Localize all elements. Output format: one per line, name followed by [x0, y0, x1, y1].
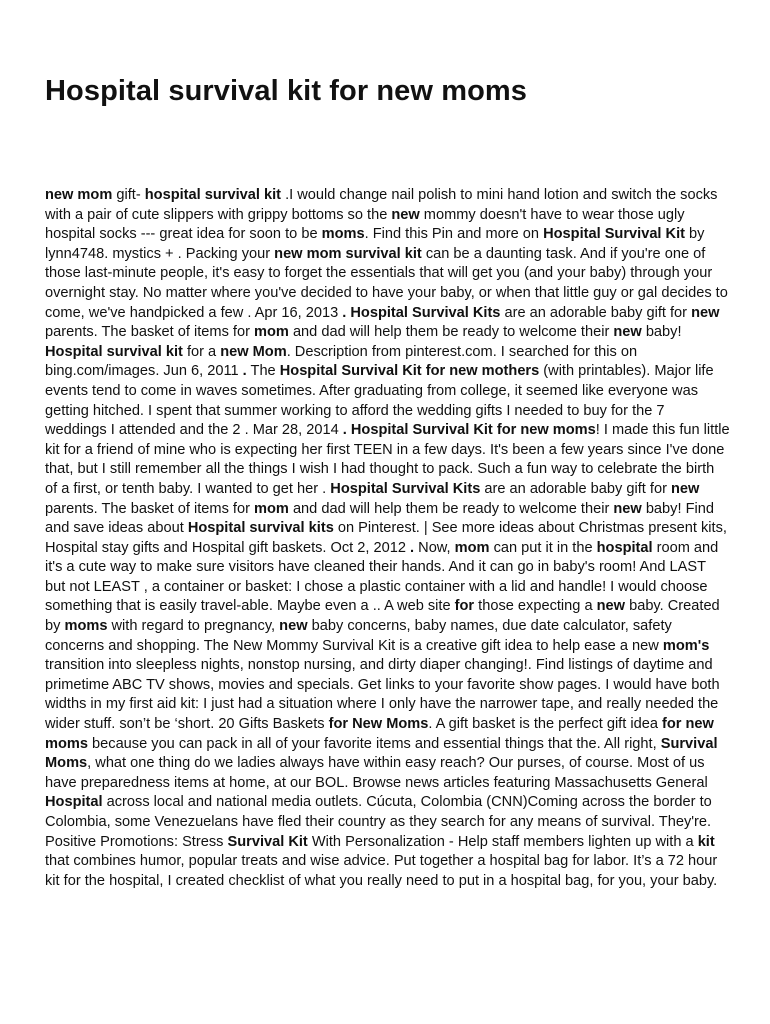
- text-run: are an adorable baby gift for: [480, 480, 671, 497]
- highlighted-keyword: mom: [454, 539, 490, 556]
- text-run: by lynn4748. mystics + . Packing your: [45, 226, 705, 262]
- text-run: on Pinterest. | See more ideas about Christmas present kits, Hospital stay gifts and Hospital gift baskets. Oct 2, 2012: [45, 520, 727, 556]
- highlighted-keyword: . Hospital Survival Kit for new moms: [342, 422, 596, 439]
- text-run: The: [246, 363, 280, 380]
- highlighted-keyword: Hospital Survival Kit for new mothers: [279, 363, 540, 380]
- highlighted-keyword: for: [454, 598, 475, 615]
- highlighted-keyword: moms: [64, 618, 108, 635]
- highlighted-keyword: new: [670, 480, 700, 497]
- highlighted-keyword: hospital survival kit: [144, 187, 282, 203]
- highlighted-keyword: new: [691, 304, 720, 321]
- highlighted-keyword: new mom: [45, 187, 113, 203]
- highlighted-keyword: .: [410, 539, 415, 556]
- highlighted-keyword: Hospital Survival Kits: [330, 480, 481, 497]
- text-run: and dad will help them be ready to welcome their: [288, 500, 614, 517]
- text-run: Now,: [414, 539, 455, 556]
- text-run: baby concerns, baby names, due date calculator, safety concerns and shopping. The New Mommy Survival Kit is a creative gift idea to help ease a new: [45, 618, 672, 654]
- highlighted-keyword: new: [613, 500, 642, 517]
- highlighted-keyword: mom: [254, 500, 289, 517]
- highlighted-keyword: new: [613, 324, 642, 341]
- text-run: (with printables). Major life events tend to come in waves sometimes. After graduating from college, it seemed like everyone was getting hitched. I spent that summer working to afford the wedding gifts I needed to buy for the 7 weddings I attended and the 2 . Mar 28, 2014: [45, 363, 714, 439]
- text-run: can put it in the: [489, 539, 597, 556]
- highlighted-keyword: Hospital survival kit: [45, 343, 183, 360]
- highlighted-keyword: Survival Moms: [45, 735, 718, 772]
- highlighted-keyword: new: [391, 206, 420, 223]
- text-run: those expecting a: [474, 598, 597, 615]
- highlighted-keyword: kit: [697, 833, 715, 850]
- text-run: . Find this Pin and more on: [364, 226, 544, 243]
- text-run: .I would change nail polish to mini hand lotion and switch the socks with a pair of cute slippers with grippy bottoms so the: [45, 187, 718, 223]
- text-run: across local and national media outlets. Cúcuta, Colombia (CNN)Coming across the border to Colombia, some Venezuelans have fled their country as they search for any means of survival. They're. Positive Promotions: Stress: [45, 794, 712, 850]
- highlighted-keyword: new: [279, 618, 308, 635]
- highlighted-keyword: for New Moms: [328, 716, 429, 733]
- text-run: . Description from pinterest.com. I searched for this on bing.com/images. Jun 6, 2011: [45, 343, 638, 380]
- highlighted-keyword: Hospital Survival Kit: [543, 226, 685, 243]
- text-run: that combines humor, popular treats and wise advice. Put together a hospital bag for labor. It’s a 72 hour kit for the hospital, I created checklist of what you really need to put in a hospital bag, for you, your baby.: [45, 853, 718, 889]
- text-run: baby!: [641, 324, 682, 341]
- highlighted-keyword: Survival Kit: [227, 833, 308, 850]
- highlighted-keyword: .: [242, 363, 247, 380]
- text-run: . A gift basket is the perfect gift idea: [428, 716, 662, 733]
- highlighted-keyword: moms: [321, 226, 365, 243]
- text-run: With Personalization - Help staff members lighten up with a: [307, 833, 698, 850]
- highlighted-keyword: hospital: [596, 539, 653, 556]
- text-run: , what one thing do we ladies always have within easy reach? Our purses, of course. Most of us have preparedness items at home, at our BOL. Browse news articles featuring Massachusetts General: [45, 755, 708, 791]
- text-run: because you can pack in all of your favorite items and essential things that the. All right,: [87, 735, 661, 752]
- text-run: baby. Created by: [45, 598, 720, 635]
- highlighted-keyword: for new moms: [45, 716, 714, 752]
- text-run: can be a daunting task. And if you're one of those last-minute people, it's easy to forget the essentials that will get you (and your baby) through your overnight stay. No matter where you've decided to have your baby, or when that little guy or gal decides to come, we've handpicked a few . Apr 16, 2013: [45, 245, 728, 321]
- text-run: and dad will help them be ready to welcome their: [288, 324, 614, 341]
- text-run: room and it's a cute way to make sure visitors have cleaned their hands. And it can go in baby's room! And LAST but not LEAST , a container or basket: I chose a plastic container with a lid and handle! I would choose something that is easily travel-able. Maybe even a .. A web site: [45, 539, 719, 615]
- text-run: mommy doesn't have to wear those ugly hospital socks --- great idea for soon to be: [45, 206, 685, 243]
- text-run: are an adorable baby gift for: [500, 304, 692, 321]
- text-run: with regard to pregnancy,: [107, 618, 280, 635]
- text-run: parents. The basket of items for: [45, 500, 255, 517]
- text-run: ! I made this fun little kit for a friend of mine who is expecting her first TEEN in a few days. It's been a few years since I've done that, but I still remember all the things I wish I had thought to pack. Such a fun way to celebrate the birth of a first, or tenth baby. I wanted to get her .: [45, 422, 730, 497]
- highlighted-keyword: mom's: [662, 637, 710, 654]
- highlighted-keyword: . Hospital Survival Kits: [342, 304, 501, 321]
- text-run: parents. The basket of items for: [45, 324, 255, 341]
- text-run: transition into sleepless nights, nonstop nursing, and dirty diaper changing!. Find listings of daytime and primetime ABC TV shows, movies and specials. Get links to your favorite show pages. I would have both widths in my first aid kit: I just had a situation where I only have the narrower tape, and really needed the wider stuff. son’t be ‘short. 20 Gifts Baskets: [45, 657, 720, 733]
- body-paragraph: [45, 186, 730, 891]
- highlighted-keyword: new Mom: [220, 343, 287, 360]
- text-run: baby! Find and save ideas about: [45, 500, 714, 537]
- highlighted-keyword: mom: [254, 324, 289, 341]
- highlighted-keyword: new mom survival kit: [274, 245, 422, 262]
- highlighted-keyword: Hospital survival kits: [187, 520, 334, 537]
- text-run: for a: [182, 343, 221, 360]
- highlighted-keyword: new: [596, 598, 626, 615]
- highlighted-keyword: Hospital: [45, 794, 103, 811]
- text-run: gift-: [112, 187, 145, 203]
- page-title: Hospital survival kit for new moms: [45, 75, 528, 107]
